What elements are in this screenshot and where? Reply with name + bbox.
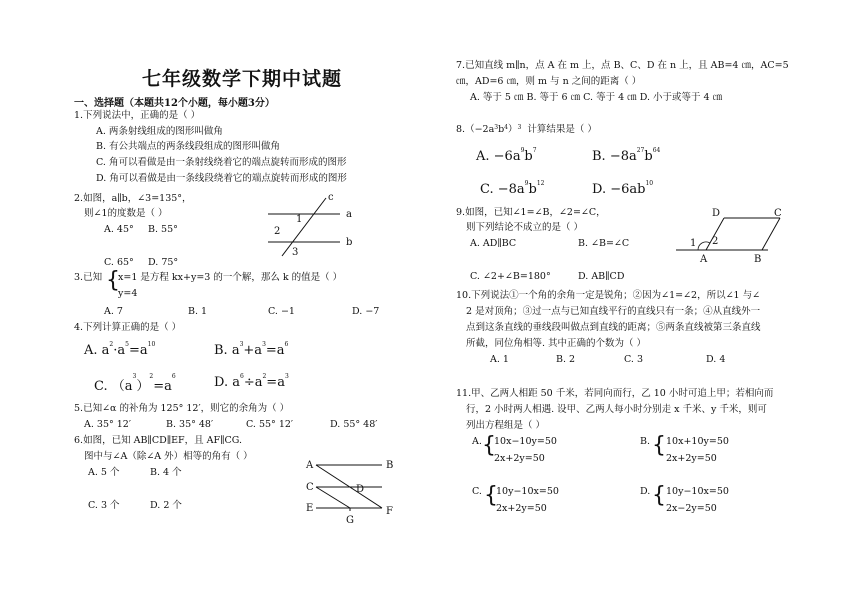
page-title: 七年级数学下期中试题 bbox=[142, 68, 343, 90]
q9-option-a: A. AD∥BC bbox=[470, 238, 517, 249]
q3-line-2: y=4 bbox=[118, 288, 138, 299]
q2-label-c: c bbox=[328, 192, 334, 203]
q11-option-b-eq1: 10x+10y=50 bbox=[666, 436, 729, 447]
q3-prefix: 3.已知 bbox=[74, 272, 103, 283]
q5-option-a: A. 35° 12′ bbox=[84, 419, 132, 430]
q11-option-d-label: D. bbox=[640, 486, 651, 497]
q2-label-1: 1 bbox=[296, 214, 303, 225]
q10-line-3: 点到这条直线的垂线段叫做点到直线的距离；⑤两条直线被第三条直线 bbox=[466, 322, 761, 333]
q11-option-a-brace: { bbox=[482, 433, 496, 458]
q4-stem: 4.下列计算正确的是（ ） bbox=[74, 322, 182, 333]
q11-option-a-label: A. bbox=[472, 436, 482, 447]
q9-label-b: B bbox=[754, 254, 762, 265]
q8-option-a: A. $-6a^9b^7$ bbox=[476, 147, 537, 164]
q2-stem-2: 则∠1的度数是（ ） bbox=[84, 208, 168, 219]
q11-option-a-eq2: 2x+2y=50 bbox=[494, 453, 545, 464]
q4-option-a: A. $a^2\cdot a^5=a^{10}$ bbox=[84, 341, 156, 358]
q11-option-b-label: B. bbox=[640, 436, 651, 447]
q11-option-c-eq2: 2x+2y=50 bbox=[496, 503, 547, 514]
q10-option-b: B. 2 bbox=[556, 354, 576, 365]
q6-label-b: B bbox=[386, 460, 394, 471]
q9-label-2: 2 bbox=[712, 236, 719, 247]
q1-option-a: A. 两条射线组成的图形叫做角 bbox=[96, 126, 223, 137]
q10-option-d: D. 4 bbox=[706, 354, 726, 365]
q2-stem-1: 2.如图，a∥b，∠3=135°， bbox=[74, 193, 192, 204]
q5-option-c: C. 55° 12′ bbox=[246, 419, 294, 430]
q5-option-b: B. 35° 48′ bbox=[166, 419, 214, 430]
q10-line-4: 所截，同位角相等. 其中正确的个数为（ ） bbox=[466, 338, 647, 349]
q11-option-b-eq2: 2x+2y=50 bbox=[666, 453, 717, 464]
q2-option-d: D. 75° bbox=[148, 257, 179, 268]
q10-option-c: C. 3 bbox=[624, 354, 644, 365]
q5-option-d: D. 55° 48′ bbox=[330, 419, 378, 430]
q6-stem-2: 图中与∠A（除∠A 外）相等的角有（ ） bbox=[84, 451, 253, 462]
q11-option-c-label: C. bbox=[472, 486, 482, 497]
q1-option-c: C. 角可以看做是由一条射线绕着它的端点旋转而形成的图形 bbox=[96, 157, 347, 168]
q6-stem-1: 6.如图，已知 AB∥CD∥EF，且 AF∥CG. bbox=[74, 435, 243, 446]
q11-line-3: 列出方程组是（ ） bbox=[466, 420, 546, 431]
q11-option-a-eq1: 10x−10y=50 bbox=[494, 436, 557, 447]
q3-option-b: B. 1 bbox=[188, 306, 208, 317]
q8-option-c: C. $-8a^9b^{12}$ bbox=[480, 180, 545, 197]
q6-label-c: C bbox=[306, 482, 314, 493]
q5-stem: 5.已知∠α 的补角为 125° 12′，则它的余角为（ ） bbox=[74, 403, 290, 414]
q6-label-f: F bbox=[386, 506, 393, 517]
q2-label-2: 2 bbox=[274, 226, 281, 237]
section-heading: 一、选择题（本题共12个小题，每小题3分） bbox=[74, 98, 275, 109]
q11-option-d-eq2: 2x−2y=50 bbox=[666, 503, 717, 514]
q9-label-c: C bbox=[774, 208, 782, 219]
q9-option-b: B. ∠B=∠C bbox=[578, 238, 630, 249]
q7-line-1: 7.已知直线 m∥n，点 A 在 m 上，点 B、C、D 在 n 上，且 AB=4 ㎝，AC=5 bbox=[456, 60, 789, 71]
q6-option-a: A. 5 个 bbox=[88, 467, 120, 478]
q9-option-d: D. AB∥CD bbox=[578, 271, 625, 282]
q8-option-b: B. $-8a^{27}b^{64}$ bbox=[592, 147, 661, 164]
q7-line-2: ㎝，AD=6 ㎝，则 m 与 n 之间的距离（ ） bbox=[456, 76, 642, 87]
q2-option-c: C. 65° bbox=[104, 257, 134, 268]
q9-label-d: D bbox=[712, 208, 721, 219]
q6-label-e: E bbox=[306, 503, 314, 514]
q1-stem: 1.下列说法中，正确的是（ ） bbox=[74, 110, 201, 121]
q10-line-1: 10.下列说法①一个角的余角一定是锐角；②因为∠1=∠2，所以∠1 与∠ bbox=[456, 290, 761, 301]
q3-line-1: x=1 是方程 kx+y=3 的一个解，那么 k 的值是（ ） bbox=[118, 272, 343, 283]
q11-line-2: 行，2 小时两人相遇. 设甲、乙两人每小时分别走 x 千米、y 千米，则可 bbox=[466, 404, 767, 415]
q3-option-d: D. −7 bbox=[352, 306, 380, 317]
q11-option-c-eq1: 10y−10x=50 bbox=[496, 486, 559, 497]
q4-option-d: D. $a^6\div a^2=a^3$ bbox=[214, 373, 289, 390]
q11-option-d-brace: { bbox=[652, 483, 666, 508]
q10-line-2: 2 是对顶角；③过一点与已知直线平行的直线只有一条；④从直线外一 bbox=[466, 306, 761, 317]
q9-stem-1: 9.如图，已知∠1=∠B，∠2=∠C， bbox=[456, 207, 606, 218]
q2-label-3: 3 bbox=[292, 247, 299, 258]
q3-option-c: C. −1 bbox=[268, 306, 295, 317]
q7-options: A. 等于 5 ㎝ B. 等于 6 ㎝ C. 等于 4 ㎝ D. 小于或等于 4 ㎝ bbox=[470, 92, 723, 103]
q11-option-c-brace: { bbox=[484, 483, 498, 508]
q6-option-c: C. 3 个 bbox=[88, 500, 120, 511]
q8-option-d: D. $-6ab^{10}$ bbox=[592, 180, 654, 197]
q11-option-d-eq1: 10y−10x=50 bbox=[666, 486, 729, 497]
q9-figure bbox=[676, 206, 796, 264]
q8-stem: $8.(-2a^3b^4)^3$ 计算结果是（ ） bbox=[456, 124, 597, 135]
q11-line-1: 11.甲、乙两人相距 50 千米，若同向而行，乙 10 小时可追上甲；若相向而 bbox=[456, 388, 774, 399]
q6-label-g: G bbox=[346, 515, 354, 526]
q2-option-b: B. 55° bbox=[148, 224, 178, 235]
q11-option-b-brace: { bbox=[652, 433, 666, 458]
q6-label-d: D bbox=[356, 484, 365, 495]
q4-option-b: B. $a^3+a^3=a^6$ bbox=[214, 341, 289, 358]
q10-option-a: A. 1 bbox=[490, 354, 509, 365]
q1-option-b: B. 有公共端点的两条线段组成的图形叫做角 bbox=[96, 141, 281, 152]
q9-option-c: C. ∠2+∠B=180° bbox=[470, 271, 551, 282]
q9-stem-2: 则下列结论不成立的是（ ） bbox=[466, 222, 584, 233]
q4-option-c: C. $(a^3)^2=a^6$ bbox=[94, 373, 176, 394]
q3-brace: { bbox=[106, 268, 120, 293]
q1-option-d: D. 角可以看做是由一条线段绕着它的端点旋转而形成的图形 bbox=[96, 173, 347, 184]
q9-label-a: A bbox=[700, 254, 708, 265]
q9-label-1: 1 bbox=[690, 238, 697, 249]
q2-label-b: b bbox=[346, 237, 353, 248]
q6-option-d: D. 2 个 bbox=[150, 500, 182, 511]
q6-label-a: A bbox=[306, 460, 314, 471]
q2-option-a: A. 45° bbox=[104, 224, 134, 235]
q6-figure bbox=[302, 455, 402, 527]
q3-option-a: A. 7 bbox=[104, 306, 123, 317]
q2-label-a: a bbox=[346, 209, 352, 220]
q2-figure bbox=[268, 192, 358, 260]
q6-option-b: B. 4 个 bbox=[150, 467, 182, 478]
